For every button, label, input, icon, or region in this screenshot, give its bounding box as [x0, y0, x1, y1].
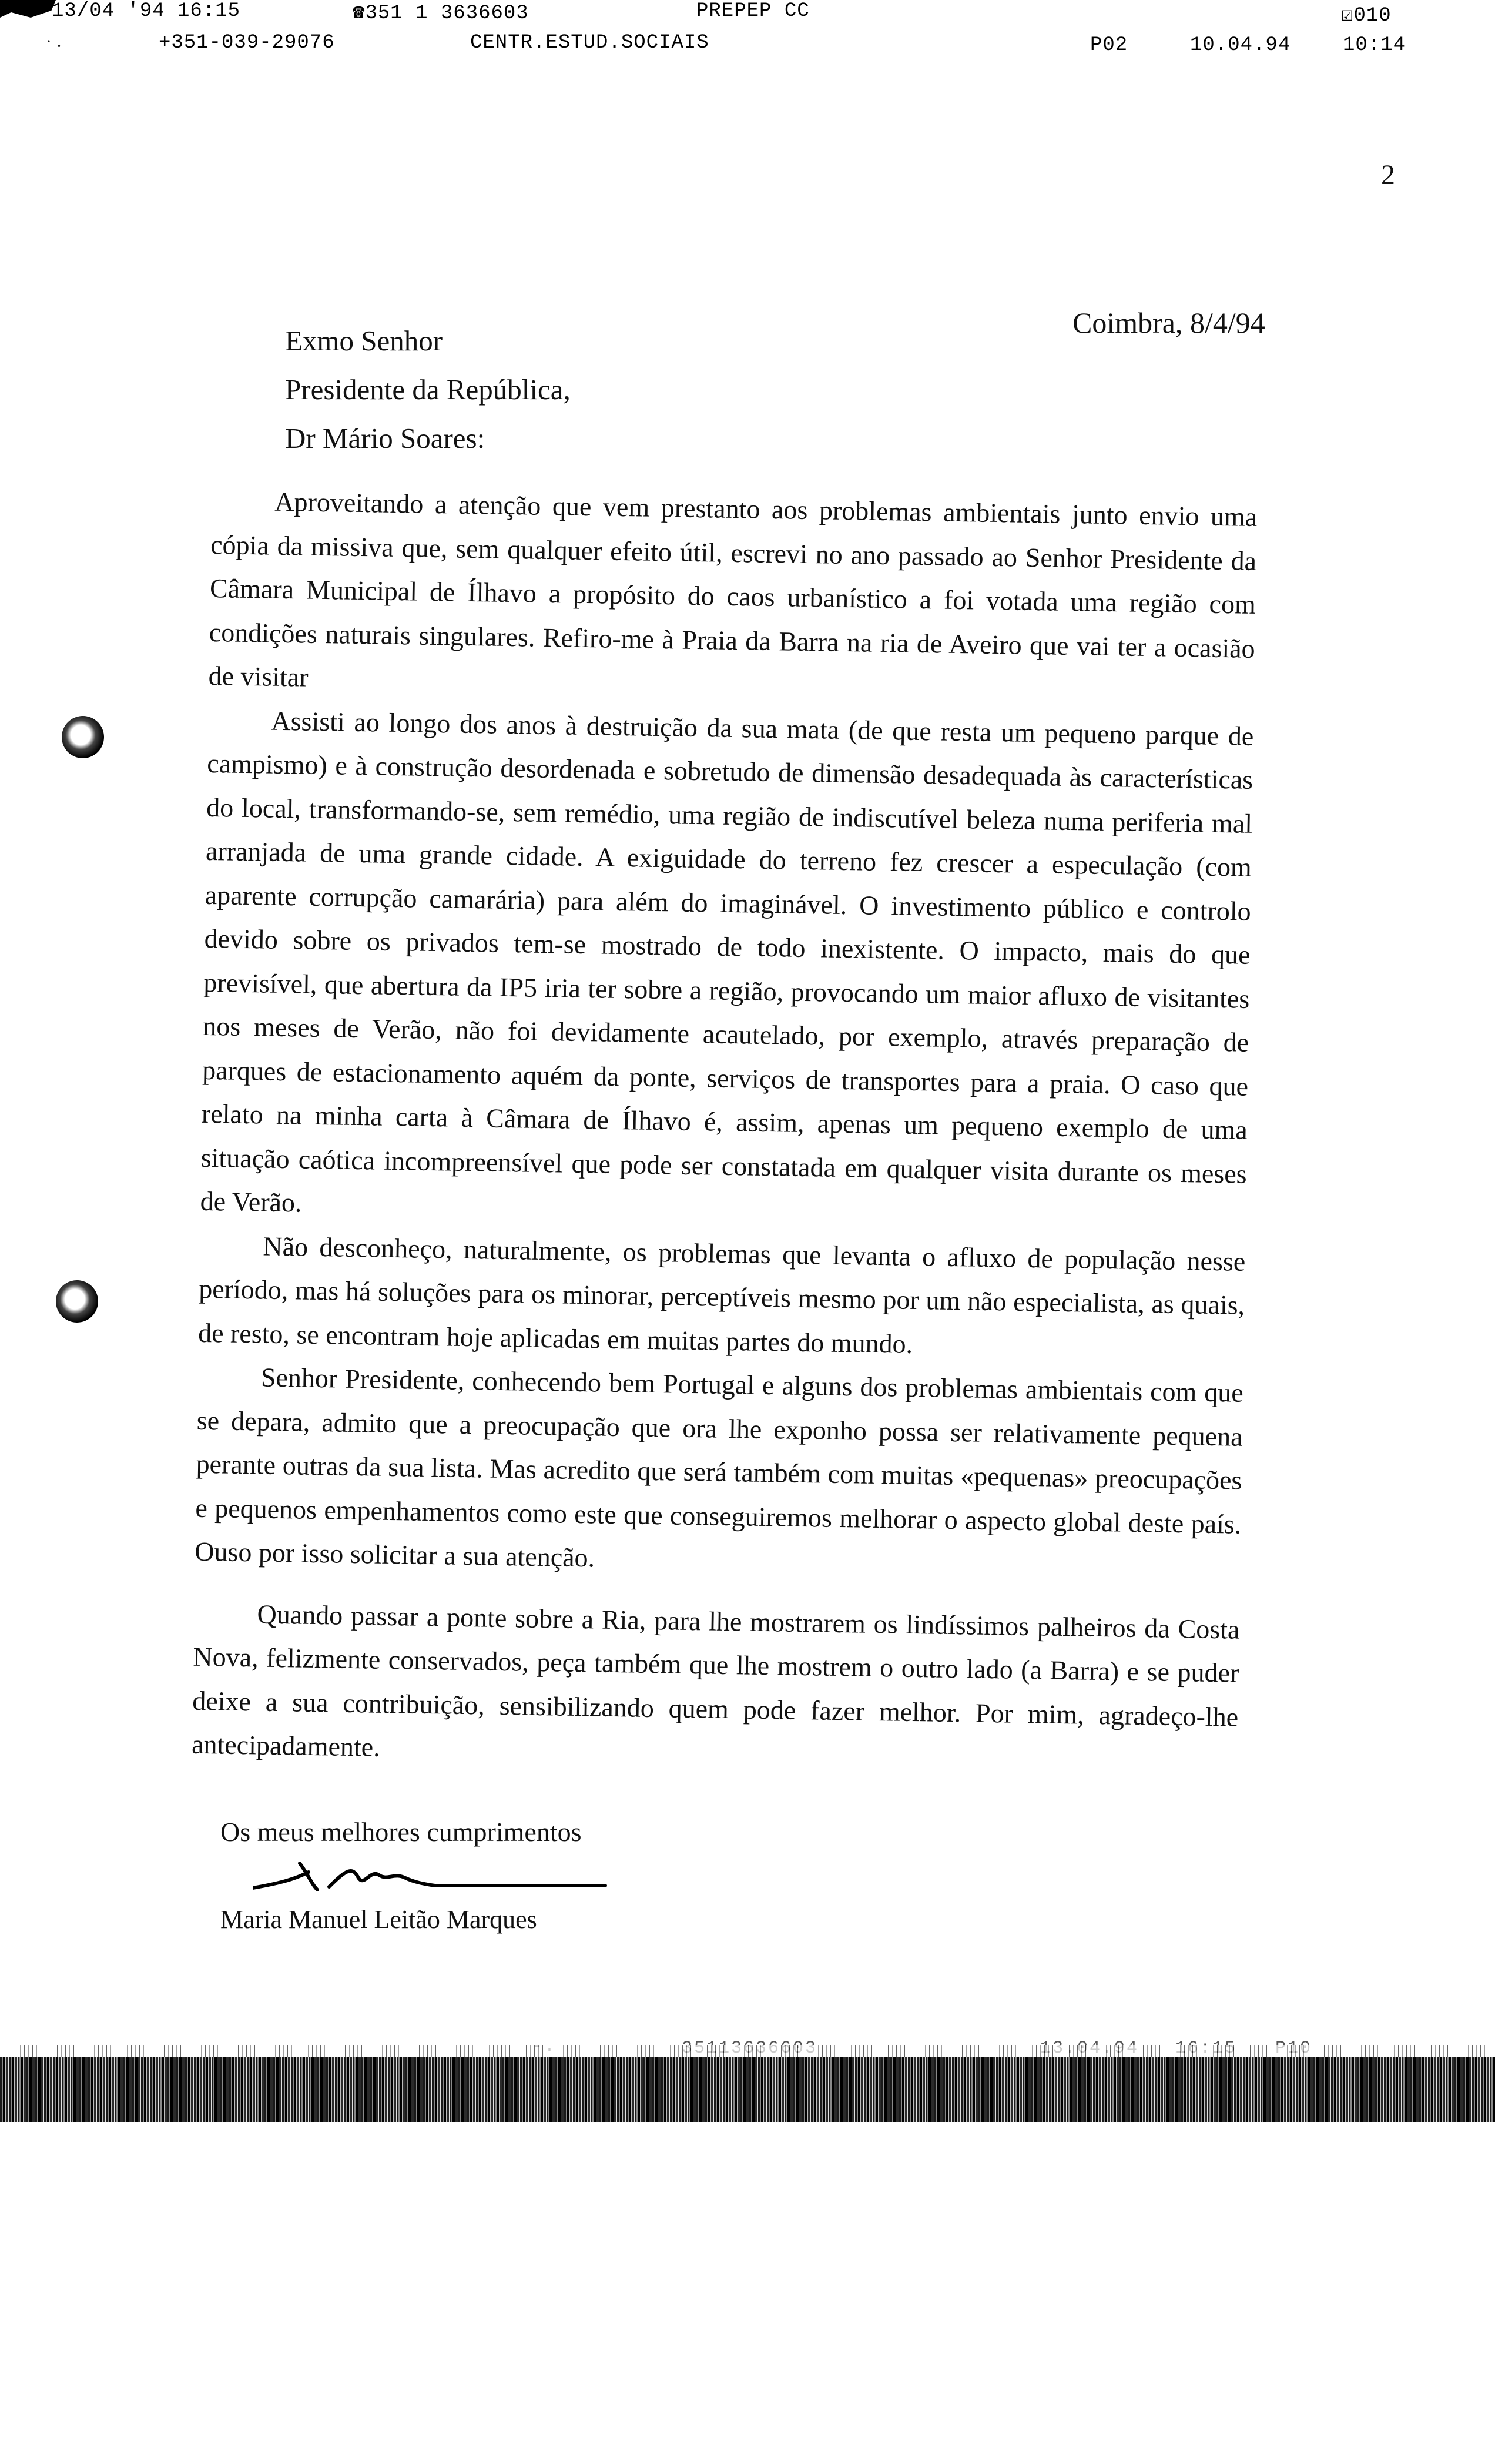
fax-header-sender: PREPEP CC: [696, 0, 810, 22]
fax-header-fax-number: +351-039-29076: [159, 32, 335, 54]
fax-header-phone: ☎351 1 3636603: [353, 2, 529, 25]
punch-hole: [62, 716, 104, 758]
letter-closing: Os meus melhores cumprimentos: [220, 1817, 582, 1847]
letter-paragraph: Não desconheço, naturalmente, os problemas que levanta o afluxo de população nesse período, mas há soluções para os minorar, perceptíveis mesmo por um não especialista, as quais, de resto, se encontram hoje aplicadas em muitas partes do mundo.: [197, 1231, 1246, 1359]
letter-body: [192, 479, 1258, 1783]
fax-header-blot: [0, 0, 56, 18]
fax-header-organization: CENTR.ESTUD.SOCIAIS: [470, 32, 709, 54]
letter-paragraph: Assisti ao longo dos anos à destruição da sua mata (de que resta um pequeno parque de campismo) e à construção desordenada e sobretudo de dimensão desadequada às características do local, transformando-se, sem remédio, uma região de indiscutível beleza numa periferia mal arranjada de uma grande cidade. A exiguidade do terreno fez crescer a especulação (com aparente corrupção camarária) para além do imaginável. O investimento público e controlo devido sobre os privados tem-se mostrado de todo inexistente. O impacto, mais do que previsível, que abertura da IP5 iria ter sobre a região, provocando um maior afluxo de visitantes nos meses de Verão, não foi devidamente acautelado, por exemplo, através preparação de parques de estacionamento aquém da ponte, serviços de transportes para a praia. O caso que relato na minha carta à Câmara de Ílhavo é, assim, apenas um pequeno exemplo de uma situação caótica incompreensível que pode ser constatada em qualquer visita durante os meses de Verão.: [200, 705, 1254, 1218]
fax-header-page-counter: ☑010: [1341, 5, 1392, 27]
address-line: Presidente da República,: [285, 373, 571, 406]
fax-header-date: 10.04.94: [1190, 34, 1291, 56]
handwritten-signature: [253, 1852, 611, 1904]
letter-paragraph: Aproveitando a atenção que vem prestanto aos problemas ambientais junto envio uma cópia da missiva que, sem qualquer efeito útil, escrevi no ano passado ao Senhor Presidente da Câmara Municipal de Ílhavo a propósito do caos urbanístico a foi votada uma região com condições naturais singulares. Refiro-me à Praia da Barra na ria de Aveiro que vai ter a ocasião de visitar: [208, 486, 1258, 692]
page-number: 2: [1381, 159, 1395, 190]
fax-scan-noise-band: [0, 2057, 1495, 2122]
fax-header-page: P02: [1090, 34, 1128, 56]
letter-paragraph: Senhor Presidente, conhecendo bem Portugal e alguns dos problemas ambientais com que se depara, admito que a preocupação que ora lhe exponho possa ser relativamente pequena perante outras da sua lista. Mas acredito que será também com muitas «pequenas» preocupações e pequenos empenhamentos como este que conseguiremos melhorar o aspecto global deste país. Ouso por isso solicitar a sua atenção.: [194, 1362, 1244, 1573]
fax-header-dots: ˙ ·: [46, 36, 62, 56]
letter-signer: Maria Manuel Leitão Marques: [220, 1905, 537, 1934]
fax-header-datetime: 13/04 '94 16:15: [52, 0, 241, 22]
address-line: Exmo Senhor: [285, 324, 443, 357]
fax-header-time: 10:14: [1343, 34, 1406, 56]
address-line: Dr Mário Soares:: [285, 422, 485, 454]
letter-address: [285, 316, 571, 463]
letter-place-date: Coimbra, 8/4/94: [1072, 306, 1265, 339]
punch-hole: [56, 1280, 98, 1323]
letter-paragraph: Quando passar a ponte sobre a Ria, para lhe mostrarem os lindíssimos palheiros da Costa Nova, felizmente conservados, peça também que lhe mostrem o outro lado (a Barra) e se puder deixe a sua contribuição, sensibilizando quem pode fazer melhor. Por mim, agradeço-lhe antecipadamente.: [191, 1598, 1240, 1762]
